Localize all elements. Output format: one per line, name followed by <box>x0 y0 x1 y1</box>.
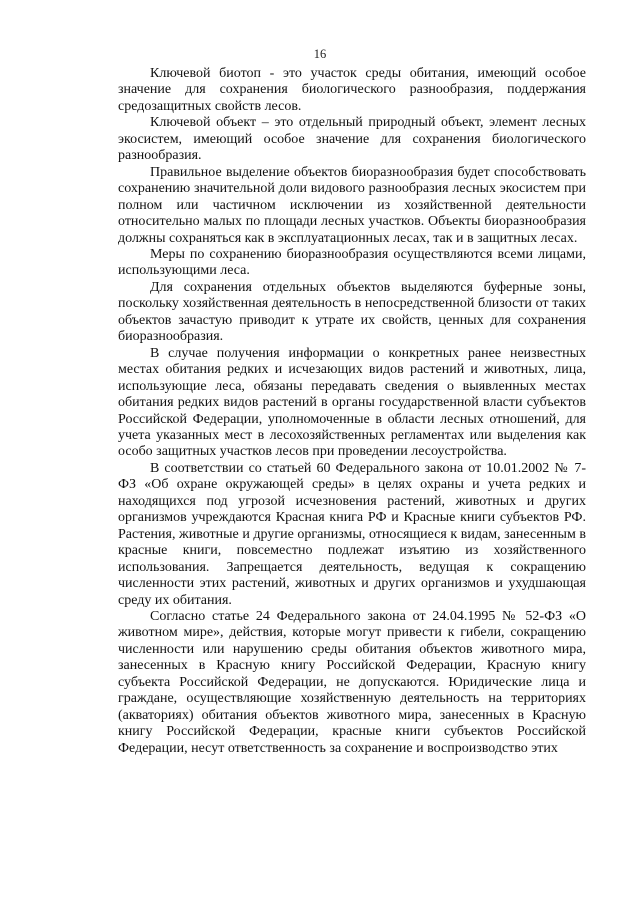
paragraph-biodiversity-objects: Правильное выделение объектов биоразнообразия будет способствовать сохранению значительной доли видового разнообразия лесных экосистем при полном или частичном исключении из хозяйственной деятельности относительно малых по площади лесных участков. Объекты биоразнообразия должны сохраняться как в эксплуатационных лесах, так и в защитных лесах. <box>118 164 586 246</box>
paragraph-article-24: Согласно статье 24 Федерального закона от 24.04.1995 № 52-ФЗ «О животном мире», действия, которые могут привести к гибели, сокращению численности или нарушению среды обитания объектов животного мира, занесенных в Красную книгу Российской Федерации, Красную книгу субъекта Российской Федерации, не допускаются. Юридические лица и граждане, осуществляющие хозяйственную деятельность на территориях (акваториях) обитания объектов животного мира, занесенных в Красную книгу Российской Федерации, красные книги субъектов Российской Федерации, несут ответственность за сохранение и воспроизводство этих <box>118 608 586 756</box>
paragraph-key-biotope: Ключевой биотоп - это участок среды обитания, имеющий особое значение для сохранения биологического разнообразия, поддержания средозащитных свойств лесов. <box>118 66 586 114</box>
paragraph-rare-species-info: В случае получения информации о конкретных ранее неизвестных местах обитания редких и исчезающих видов растений и животных, лица, использующие леса, обязаны передавать сведения о выявленных местах обитания редких видов растений в органы государственной власти субъектов Российской Федерации, уполномоченные в области лесных отношений, для учета указанных мест в лесохозяйственных регламентах или выделения как особо защитных участков лесов при проведении лесоустройства. <box>118 345 586 460</box>
paragraph-key-object: Ключевой объект – это отдельный природный объект, элемент лесных экосистем, имеющий особое значение для сохранения биологического разнообразия. <box>118 115 586 164</box>
paragraph-article-60: В соответствии со статьей 60 Федерального закона от 10.01.2002 № 7-ФЗ «Об охране окружающей среды» в целях охраны и учета редких и находящихся под угрозой исчезновения растений, животных и других организмов учреждаются Красная книга РФ и Красные книги субъектов РФ. Растения, животные и другие организмы, относящиеся к видам, занесенным в красные книги, повсеместно подлежат изъятию из хозяйственного использования. Запрещается деятельность, ведущая к сокращению численности этих растений, животных и других организмов и ухудшающая среду их обитания. <box>118 460 586 608</box>
paragraph-buffer-zones: Для сохранения отдельных объектов выделяются буферные зоны, поскольку хозяйственная деятельность в непосредственной близости от таких объектов зачастую приводит к утрате их свойств, ценных для сохранения биоразнообразия. <box>118 279 586 345</box>
document-body <box>118 66 586 757</box>
page-number: 16 <box>313 47 327 61</box>
paragraph-conservation-measures: Меры по сохранению биоразнообразия осуществляются всеми лицами, использующими леса. <box>118 246 586 279</box>
